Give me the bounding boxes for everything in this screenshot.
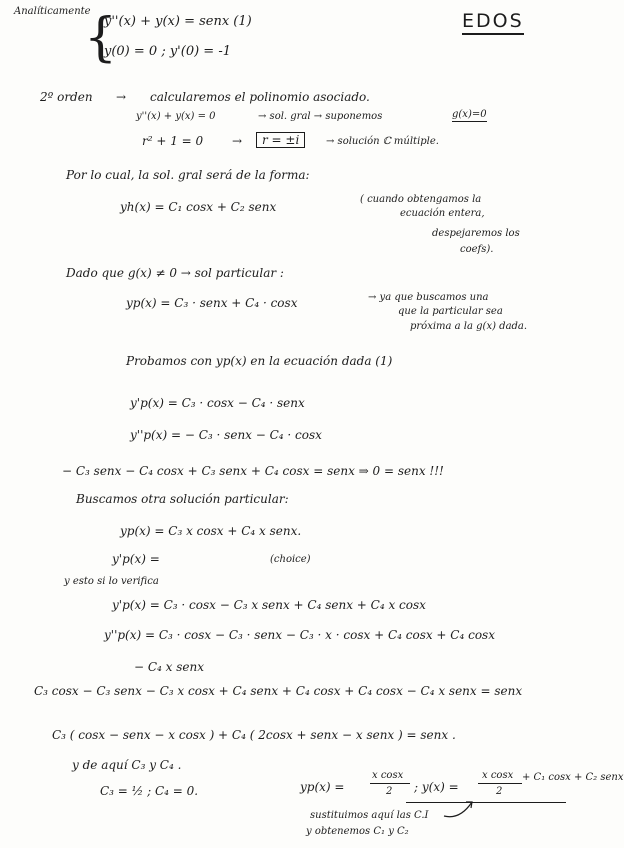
fraction-numerator: x cosx — [372, 770, 404, 781]
coefficients-result: C₃ = ½ ; C₄ = 0. — [100, 784, 199, 798]
g-zero: g(x)=0 — [452, 109, 487, 120]
underline — [406, 802, 566, 803]
combined-equation: C₃ cosx − C₃ senx − C₃ x cosx + C₄ senx + C₄ cosx + C₄ cosx − C₄ x senx = senx — [34, 684, 523, 698]
general-final-label: ; y(x) = — [414, 780, 459, 794]
choice-note: (choice) — [270, 554, 311, 565]
polynomial-note: calcularemos el polinomio asociado. — [150, 90, 370, 104]
search-label: Buscamos otra solución particular: — [76, 492, 289, 506]
try-label: Probamos con yp(x) en la ecuación dada (1) — [126, 354, 393, 368]
homogeneous-eq: y''(x) + y(x) = 0 — [136, 111, 216, 122]
first-derivative: y'p(x) = C₃ · cosx − C₄ · senx — [130, 396, 305, 410]
arrow: → — [232, 134, 243, 148]
fraction-numerator: x cosx — [482, 770, 514, 781]
roots-box: r = ±i — [256, 132, 305, 148]
particular-guess: yp(x) = C₃ · senx + C₄ · cosx — [126, 296, 298, 310]
ode-equation: y''(x) + y(x) = senx (1) — [104, 14, 252, 29]
second-derivative-2: y''p(x) = C₃ · cosx − C₃ · senx − C₃ · x · cosx + C₄ cosx + C₄ cosx — [104, 628, 495, 642]
page-title: EDOS — [462, 10, 524, 35]
curved-arrow-icon — [440, 796, 480, 822]
fraction-bar — [478, 783, 522, 784]
substitution-result: − C₃ senx − C₄ cosx + C₃ senx + C₄ cosx = senx ⇒ 0 = senx !!! — [62, 464, 444, 478]
characteristic-eq: r² + 1 = 0 — [142, 134, 204, 148]
first-derivative-2: y'p(x) = C₃ · cosx − C₃ x senx + C₄ senx + C₄ x cosx — [112, 598, 426, 612]
fraction-denominator: 2 — [386, 786, 393, 797]
derive-note: y de aquí C₃ y C₄ . — [72, 758, 182, 772]
fraction-denominator: 2 — [496, 786, 503, 797]
general-final-rest: + C₁ cosx + C₂ senx — [522, 772, 624, 783]
derivative-label: y'p(x) = — [112, 552, 160, 566]
note-line: ecuación entera, — [400, 208, 485, 219]
second-derivative: y''p(x) = − C₃ · senx − C₄ · cosx — [130, 428, 322, 442]
second-derivative-cont: − C₄ x senx — [134, 660, 205, 674]
verify-note: y esto si lo verifica — [64, 576, 159, 587]
general-form-intro: Por lo cual, la sol. gral será de la forma: — [66, 168, 310, 182]
note-line: próxima a la g(x) dada. — [410, 321, 528, 332]
fraction-bar — [370, 783, 410, 784]
note-line: ( cuando obtengamos la — [360, 194, 482, 205]
particular-final-label: yp(x) = — [300, 780, 345, 794]
note-line: → ya que buscamos una — [368, 292, 489, 303]
particular-guess-2: yp(x) = C₃ x cosx + C₄ x senx. — [120, 524, 302, 538]
analytic-label: Analíticamente — [14, 6, 91, 17]
substitute-note: sustituimos aquí las C.I — [310, 810, 429, 821]
note-line: coefs). — [460, 244, 494, 255]
note-line: que la particular sea — [398, 306, 503, 317]
initial-conditions: y(0) = 0 ; y'(0) = -1 — [104, 44, 231, 59]
grouped-equation: C₃ ( cosx − senx − x cosx ) + C₄ ( 2cosx + senx − x senx ) = senx . — [52, 728, 456, 742]
particular-intro: Dado que g(x) ≠ 0 → sol particular : — [66, 266, 284, 280]
arrow: → — [116, 90, 127, 104]
obtain-note: y obtenemos C₁ y C₂ — [306, 826, 409, 837]
system-brace: { — [84, 8, 118, 68]
note-line: despejaremos los — [432, 228, 520, 239]
order-label: 2º orden — [40, 90, 93, 104]
homogeneous-solution: yh(x) = C₁ cosx + C₂ senx — [120, 200, 277, 214]
general-solution-note: → sol. gral → suponemos — [258, 111, 383, 122]
complex-solution-note: → solución ℂ múltiple. — [326, 136, 439, 147]
